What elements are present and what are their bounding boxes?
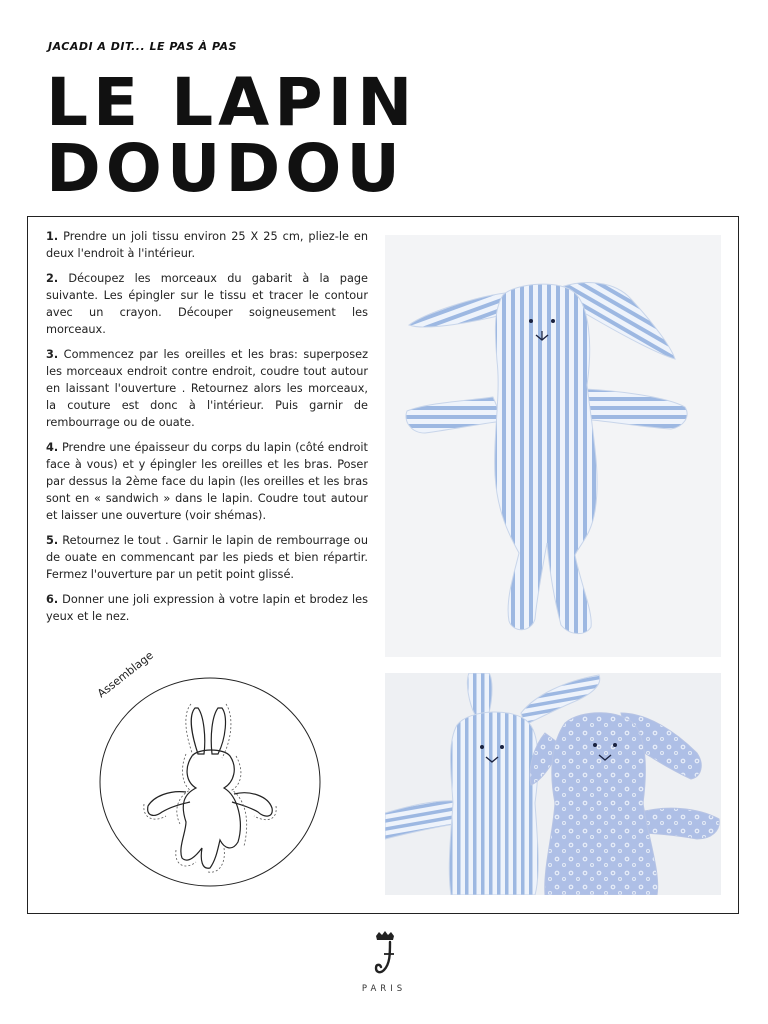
bunny-photo-pair [385,673,721,895]
step-4: 4. Prendre une épaisseur du corps du lapin (côté endroit face à vous) et y épingler les oreilles et les bras. Poser par dessus la 2ème face du lapin (les oreilles et les bras sont en « sandwich » dans le lapin. Coudre tout autour et laisser une ouverture (voir shémas). [46,441,368,522]
assembly-diagram [92,672,328,892]
step-6: 6. Donner une joli expression à votre lapin et brodez les yeux et le nez. [46,593,368,623]
bunny-photo-striped [385,235,721,657]
instructions [46,228,368,633]
header-kicker: JACADI A DIT... LE PAS À PAS [48,40,237,53]
step-5: 5. Retournez le tout . Garnir le lapin de rembourrage ou de ouate en commencant par les pieds et bien répartir. Fermez l'ouverture par un petit point glissé. [46,534,368,581]
page-title: LE LAPIN DOUDOU [46,64,418,207]
step-3: 3. Commencez par les oreilles et les bras: superposez les morceaux endroit contre endroit, coudre tout autour en laissant l'ouverture . Retournez alors les morceaux, la couture est donc à l'intérieur. Puis garnir de rembourrage ou de ouate. [46,348,368,429]
step-1: 1. Prendre un joli tissu environ 25 X 25 cm, pliez-le en deux l'endroit à l'intérieur. [46,230,368,260]
step-2: 2. Découpez les morceaux du gabarit à la page suivante. Les épingler sur le tissu et tracer le contour avec un crayon. Découper soigneusement les morceaux. [46,272,368,336]
assembly-label: Assemblage [95,648,156,701]
jacadi-logo-icon [364,930,404,978]
footer-brand: PARIS [361,984,407,994]
